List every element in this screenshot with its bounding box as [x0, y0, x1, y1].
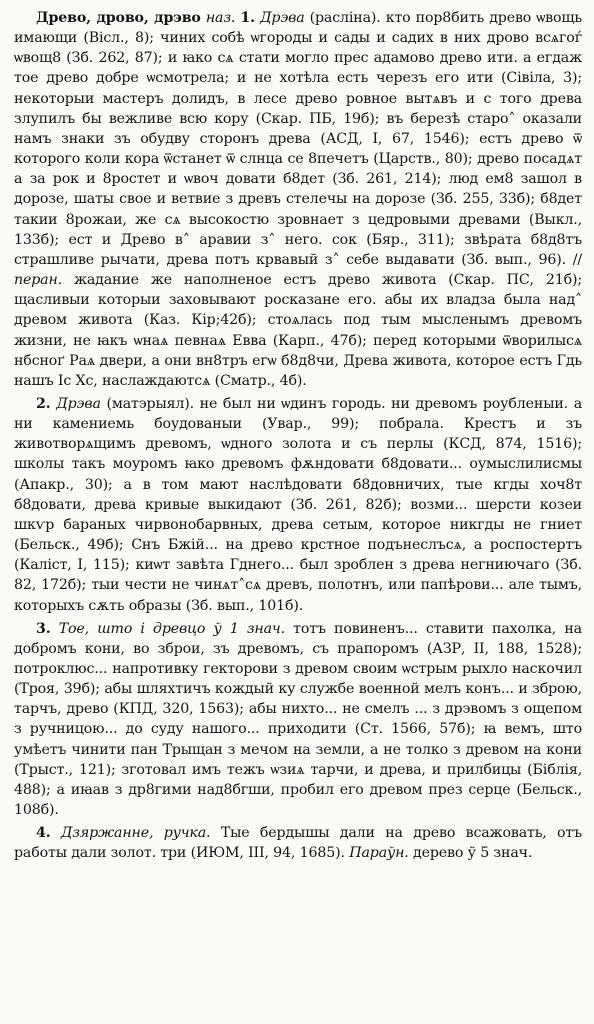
sense-number: 1.: [240, 10, 255, 26]
sense-text: (матэрыял). не был ни ѡдинъ городь. ни древомъ роубленыи. а ни камениемь боудованыи (Увар., 99); побрала. Крестъ и зъ животворѧщимъ древомъ, ѡдного золота и съ перлы (КСД, 874, 1516); школы такъ моуромъ ꙗко древомъ фѫндовати б8довати... оумыслилисмы (Апакр., 30); а в том мают наслѣдовати б8довничих, тые кгды хоч8т б8довати, древа кривые выкидают (Зб. 261, 82б); возми... шерсти козеи шкѵр бараных чирвонобарвных, древа сетым, которое никгды не гниет (Бельск., 49б); Снъ Бжій... на древо крстное подънеслъсѧ, а роспостертъ (Каліст, I, 115); киѡт завѣта Гднего... был зроблен з древа негниючаго (Зб. 82, 172б); тыи чести не чинѧт˄сѧ древъ, полотнъ, или папѣрови... але тымъ, которыхъ сѫть образы (Зб. вып., 101б).: [14, 395, 582, 614]
figurative-label: перан.: [14, 272, 63, 289]
sense-text: тотъ повиненъ... ставити пахолка, на добромъ кони, во зброи, зъ древомъ, съ прапоромъ (АЗР, II, 188, 1528); потроклюс... напротивку гекторови з древом своим ѡстрым рыхло наскочил (Троя, 39б); абы шляхтичъ кождый ку службе военной мелъ конъ... и зброю, тарчъ, древо (КПД, 320, 1563); абы нихто... не смелъ ... з дрэвомъ з ощепом з ручницою... до суду нашого... приходити (Ст. 1566, 57б); ꙗ вемъ, што умѣетъ чинити пан Трыщан з мечом на земли, а не толко з древом на кони (Трыст., 121); зготовал имъ тежъ ѡзиѧ тарчи, и древа, и прилбицы (Біблія, 488); а иꙗав з др8гими над8бгши, пробил его древом през серце (Бельск., 108б).: [14, 620, 582, 819]
figurative-separator: //: [566, 251, 582, 268]
cross-reference-label: Параўн.: [349, 845, 409, 862]
headword: Древо, дрово, дрэво: [36, 10, 201, 26]
sense-gloss: Тое, што і древцо ў 1 знач.: [58, 620, 285, 637]
sense-text: Тые бердышы дали на древо всажовать, отъ работы дали золот. три (ИЮМ, III, 94, 1685).: [14, 825, 582, 862]
sense-number: 3.: [36, 620, 51, 637]
sense-gloss: Дрэва: [260, 10, 305, 26]
entry-sense-1: [14, 8, 582, 391]
entry-sense-4: [14, 823, 582, 863]
cross-reference-text: дерево ў 5 знач.: [408, 845, 533, 862]
sense-text: (расліна). кто пор8бить древо ѡвощь имающи (Вісл., 8); чиних собѣ ѡгороды и сады и садих в них дрово всѧгоѓ ѡвощ8 (Зб. 262, 87); и ꙗко сѧ стати могло прес адамово древо ити. а егдаж тое древо добре ѡсмотрела; и не хотѣла есть черезъ его ити (Сівіла, 3); некоторыи мастеръ долидъ, в лесе древо ровное вытѧвъ и с того древа злупилъ бы вежливе всю кору (Скар. ПБ, 19б); въ березѣ старо˄ оказали намъ знаки зъ обудву сторонъ древа (АСД, I, 67, 1546); естъ древо ѿ которого коли кора ѿстанет ѿ слнца се 8печетъ (Царств., 80); древо посадѧт а за рок и 8ростет и ѡвоч довати б8дет (Зб. 261, 214); люд ем8 зашол в дорозе, шаты свое и ветвие з древъ стелечы на дорозе (Зб. 255, 33б); б8дет такии 8рожаи, же сѧ высокостю зровнает з цедровыми древами (Выкл., 133б); ест и Древо в˄ аравии з˄ него. сок (Бяр., 311); звѣрата б8д8тъ страшливе рычати, древа потъ крвавый з˄ себе выдавати (Зб. вып., 96).: [14, 10, 582, 268]
sense-number: 2.: [36, 395, 51, 412]
part-of-speech: наз.: [205, 10, 236, 26]
figurative-text: жадание же наполненое естъ древо живота (Скар. ПС, 21б); щасливыи которыи заховывают росказане его. абы их владза была над˄ древом живота (Каз. Кір;42б); стоѧлась под тым мысленымъ древомъ жизни, не ꙗкъ ѡнаѧ певнаѧ Евва (Карп., 47б); перед которыми ѿворилысѧ нбсноґ Раѧ двери, а они вн8тръ егѡ б8д8чи, Древа живота, которое естъ Гдь нашъ Іс Хс, наслаждаютсѧ (Сматр., 4б).: [14, 272, 582, 389]
sense-gloss: Дзяржанне, ручка.: [60, 825, 211, 842]
sense-number: 4.: [36, 825, 51, 842]
entry-sense-2: [14, 394, 582, 616]
sense-gloss: Дрэва: [56, 395, 101, 412]
entry-sense-3: [14, 619, 582, 821]
